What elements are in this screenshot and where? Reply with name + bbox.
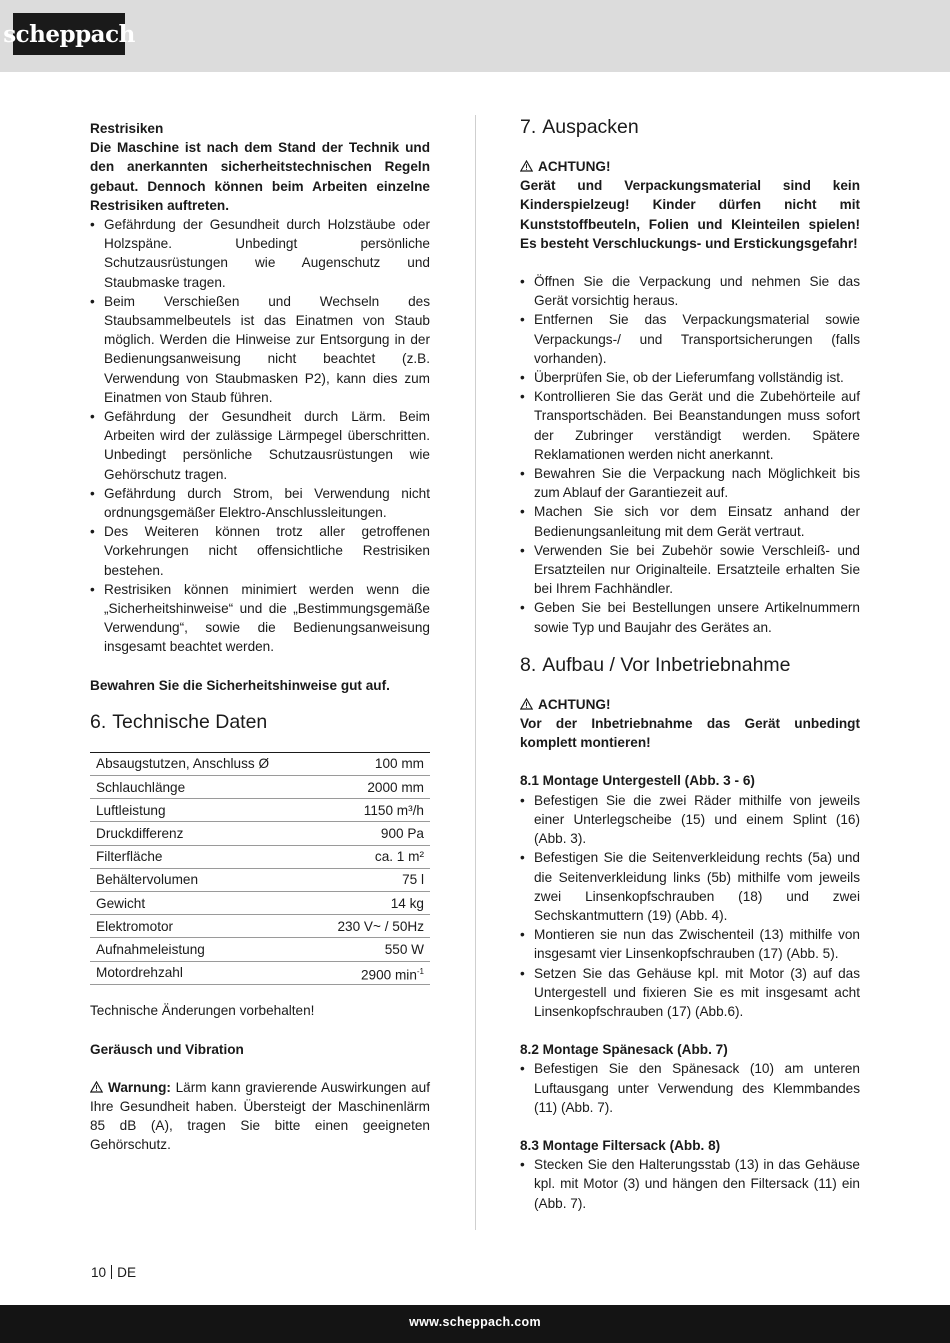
table-label: Filterfläche — [90, 845, 312, 868]
noise-title: Geräusch und Vibration — [90, 1041, 244, 1057]
list-item: • Gefährdung der Gesundheit durch Holzstäube oder Holzspäne. Unbedingt persönliche Schutzausrüstungen wie Augenschutz und Staubmaske tragen. — [90, 215, 430, 292]
table-row — [90, 915, 430, 938]
right-column — [520, 115, 860, 1213]
scheppach-logo: scheppach — [13, 13, 125, 55]
table-label: Elektromotor — [90, 915, 312, 938]
table-value: ca. 1 m² — [312, 845, 430, 868]
table-label: Motordrehzahl — [90, 961, 312, 985]
montage-spaenesack-list — [520, 1059, 860, 1117]
subsection-8-2-title: 8.2 Montage Spänesack (Abb. 7) — [520, 1042, 728, 1058]
section-title: Aufbau / Vor Inbetriebnahme — [542, 653, 791, 676]
subsection-8-1-title: 8.1 Montage Untergestell (Abb. 3 - 6) — [520, 773, 755, 789]
achtung-heading — [520, 157, 860, 176]
achtung-7-text: Gerät und Verpackungsmaterial sind kein Kinderspielzeug! Kinder dürfen nicht mit Kunststoffbeuteln, Folien und Kleinteilen spielen! Es besteht Verschluckungs- und Erstickungsgefahr! — [520, 178, 860, 251]
section-number: 8. — [520, 653, 537, 676]
page-language: DE — [117, 1265, 137, 1280]
page-number-separator — [111, 1265, 112, 1279]
restrisiken-title: Restrisiken — [90, 121, 164, 136]
left-column — [90, 119, 430, 1155]
list-item: • Verwenden Sie bei Zubehör sowie Verschleiß- und Ersatzteilen nur Originalteile. Ersatzteile erhalten Sie bei Ihrem Fachhändler. — [520, 541, 860, 599]
footer-bar — [0, 1305, 950, 1343]
list-item: • Kontrollieren Sie das Gerät und die Zubehörteile auf Transportschäden. Bei Beanstandungen muss sofort der Zubringer verständigt werden. Spätere Reklamationen werden nicht anerkannt. — [520, 387, 860, 464]
achtung-8-text: Vor der Inbetriebnahme das Gerät unbedingt komplett montieren! — [520, 716, 860, 751]
table-value: 900 Pa — [312, 822, 430, 845]
warning-triangle-icon — [90, 1081, 103, 1093]
section-title: Auspacken — [542, 116, 639, 138]
table-value: 2000 mm — [312, 776, 430, 799]
table-row — [90, 868, 430, 891]
tech-note: Technische Änderungen vorbehalten! — [90, 1003, 315, 1019]
warning-text: Lärm kann gravierende Auswirkungen auf Ihre Gesundheit haben. Übersteigt der Maschinenlärm 85 dB (A), tragen Sie bitte einen geeigneten Gehörschutz. — [90, 1079, 430, 1153]
warning-triangle-icon — [520, 160, 533, 172]
list-item: • Entfernen Sie das Verpackungsmaterial sowie Verpackungs-/ und Transportsicherungen (falls vorhanden). — [520, 310, 860, 368]
table-value: 100 mm — [312, 752, 430, 775]
list-item: • Beim Verschießen und Wechseln des Staubsammelbeutels ist das Einatmen von Staub möglich. Werden die Hinweise zur Entsorgung in der Bedienungsanweisung nicht beachtet (z.B. Verwendung von Staubmasken P2), kann dies zum Einatmen von Staub führen. — [90, 292, 430, 407]
montage-untergestell-list — [520, 791, 860, 1021]
table-row — [90, 892, 430, 915]
table-row — [90, 752, 430, 775]
list-item: • Befestigen Sie den Spänesack (10) am unteren Luftausgang unter Verwendung des Klemmbandes (11) (Abb. 7). — [520, 1059, 860, 1117]
table-label: Druckdifferenz — [90, 822, 312, 845]
page-number-value: 10 — [91, 1265, 107, 1280]
warning-label: Warnung: — [108, 1079, 171, 1095]
list-item: • Restrisiken können minimiert werden wenn die „Sicherheitshinweise“ und die „Bestimmungsgemäße Verwendung“, sowie die Bedienungsanweisung insgesamt beachtet werden. — [90, 580, 430, 657]
table-row — [90, 822, 430, 845]
table-value: 75 l — [312, 868, 430, 891]
table-value: 14 kg — [312, 892, 430, 915]
table-row — [90, 845, 430, 868]
footer-url: www.scheppach.com — [409, 1315, 541, 1329]
table-value — [312, 961, 430, 985]
table-row — [90, 776, 430, 799]
table-row — [90, 938, 430, 961]
value-superscript: -1 — [416, 966, 424, 976]
keep-notice: Bewahren Sie die Sicherheitshinweise gut auf. — [90, 677, 390, 693]
list-item: • Überprüfen Sie, ob der Lieferumfang vollständig ist. — [520, 368, 860, 387]
restrisiken-intro: Die Maschine ist nach dem Stand der Technik und den anerkannten sicherheitstechnischen Regeln gebaut. Dennoch können beim Arbeiten einzelne Restrisiken auftreten. — [90, 140, 430, 213]
list-item: • Setzen Sie das Gehäuse kpl. mit Motor (3) auf das Untergestell und fixieren Sie es mit insgesamt acht Linsenkopfschrauben (17) (Abb.6). — [520, 964, 860, 1022]
list-item: • Bewahren Sie die Verpackung nach Möglichkeit bis zum Ablauf der Garantiezeit auf. — [520, 464, 860, 502]
table-label: Absaugstutzen, Anschluss Ø — [90, 752, 312, 775]
table-row — [90, 799, 430, 822]
header-bar — [0, 0, 950, 72]
list-item: • Befestigen Sie die zwei Räder mithilfe von jeweils einer Unterlegscheibe (15) und einem Splint (16) (Abb. 3). — [520, 791, 860, 849]
section-7-heading — [520, 115, 860, 139]
achtung-label: ACHTUNG! — [538, 159, 611, 174]
table-label: Schlauchlänge — [90, 776, 312, 799]
section-number: 7. — [520, 116, 537, 138]
list-item: • Geben Sie bei Bestellungen unsere Artikelnummern sowie Typ und Baujahr des Gerätes an. — [520, 598, 860, 636]
section-8-heading — [520, 653, 860, 677]
warning-triangle-icon — [520, 698, 533, 710]
table-label: Behältervolumen — [90, 868, 312, 891]
list-item: • Gefährdung der Gesundheit durch Lärm. Beim Arbeiten wird der zulässige Lärmpegel überschritten. Unbedingt persönliche Schutzausrüstungen wie Gehörschutz tragen. — [90, 407, 430, 484]
montage-filtersack-list — [520, 1155, 860, 1213]
list-item: • Des Weiteren können trotz aller getroffenen Vorkehrungen nicht offensichtliche Restrisiken bestehen. — [90, 522, 430, 580]
list-item: • Machen Sie sich vor dem Einsatz anhand der Bedienungsanleitung mit dem Gerät vertraut. — [520, 502, 860, 540]
section-number: 6. — [90, 710, 107, 733]
page-number — [91, 1265, 136, 1280]
section-6-heading — [90, 710, 430, 734]
column-divider — [475, 115, 476, 1230]
restrisiken-list — [90, 215, 430, 657]
section-title: Technische Daten — [112, 710, 268, 733]
value-text: 2900 min — [360, 967, 417, 983]
table-label: Aufnahmeleistung — [90, 938, 312, 961]
table-value: 230 V~ / 50Hz — [312, 915, 430, 938]
achtung-heading — [520, 695, 860, 714]
list-item: • Befestigen Sie die Seitenverkleidung rechts (5a) und die Seitenverkleidung links (5b) mithilfe vom jeweils zwei Linsenkopfschrauben (18) und zwei Sechskantmuttern (19) (Abb. 4). — [520, 848, 860, 925]
list-item: • Stecken Sie den Halterungsstab (13) in das Gehäuse kpl. mit Motor (3) und hängen den Filtersack (11) ein (Abb. 7). — [520, 1155, 860, 1213]
achtung-label: ACHTUNG! — [538, 696, 611, 712]
table-value: 1150 m³/h — [312, 799, 430, 822]
subsection-8-3-title: 8.3 Montage Filtersack (Abb. 8) — [520, 1137, 721, 1153]
tech-data-table — [90, 752, 430, 985]
list-item: • Öffnen Sie die Verpackung und nehmen Sie das Gerät vorsichtig heraus. — [520, 272, 860, 310]
table-label: Gewicht — [90, 892, 312, 915]
list-item: • Montieren sie nun das Zwischenteil (13) mithilfe von insgesamt vier Linsenkopfschrauben (17) (Abb. 5). — [520, 925, 860, 963]
auspacken-list — [520, 272, 860, 637]
table-row — [90, 961, 430, 985]
table-value: 550 W — [312, 938, 430, 961]
noise-warning — [90, 1078, 430, 1155]
list-item: • Gefährdung durch Strom, bei Verwendung nicht ordnungsgemäßer Elektro-Anschlussleitungen. — [90, 484, 430, 522]
table-label: Luftleistung — [90, 799, 312, 822]
